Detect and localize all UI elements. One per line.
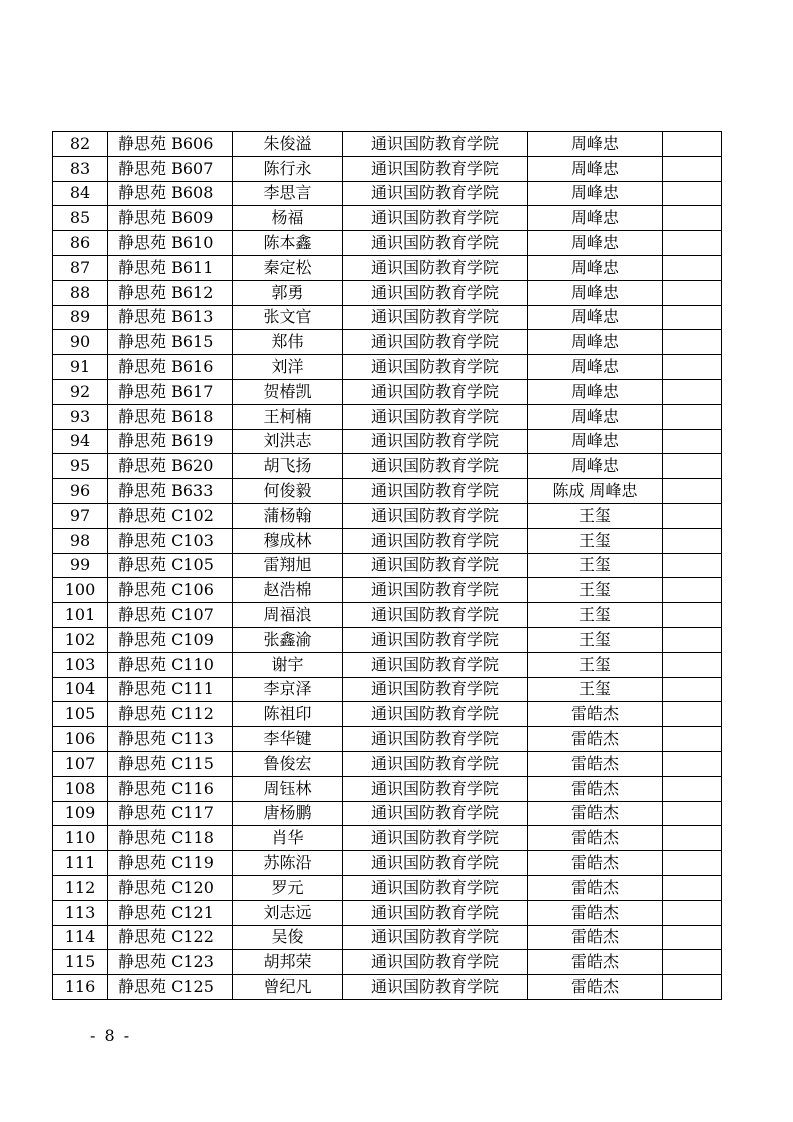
counselor-cell: 王玺 <box>528 528 663 553</box>
row-index-cell: 113 <box>53 900 108 925</box>
table-row <box>53 727 722 752</box>
remark-cell <box>663 578 722 603</box>
college-cell: 通识国防教育学院 <box>343 677 528 702</box>
student-name-cell: 肖华 <box>233 826 343 851</box>
counselor-cell: 雷皓杰 <box>528 727 663 752</box>
college-cell: 通识国防教育学院 <box>343 851 528 876</box>
student-name-cell: 曾纪凡 <box>233 975 343 1000</box>
row-index-cell: 84 <box>53 181 108 206</box>
student-name-cell: 郑伟 <box>233 330 343 355</box>
table-row <box>53 255 722 280</box>
college-cell: 通识国防教育学院 <box>343 231 528 256</box>
table-row <box>53 603 722 628</box>
room-cell: 静思苑 C121 <box>108 900 233 925</box>
room-cell: 静思苑 C111 <box>108 677 233 702</box>
table-row <box>53 479 722 504</box>
student-name-cell: 雷翔旭 <box>233 553 343 578</box>
student-name-cell: 李华键 <box>233 727 343 752</box>
student-name-cell: 陈本鑫 <box>233 231 343 256</box>
room-cell: 静思苑 C122 <box>108 925 233 950</box>
room-cell: 静思苑 B606 <box>108 132 233 157</box>
college-cell: 通识国防教育学院 <box>343 404 528 429</box>
room-cell: 静思苑 C115 <box>108 751 233 776</box>
room-cell: 静思苑 B608 <box>108 181 233 206</box>
student-name-cell: 周钰林 <box>233 776 343 801</box>
row-index-cell: 91 <box>53 355 108 380</box>
remark-cell <box>663 925 722 950</box>
row-index-cell: 111 <box>53 851 108 876</box>
room-cell: 静思苑 C110 <box>108 652 233 677</box>
counselor-cell: 雷皓杰 <box>528 826 663 851</box>
counselor-cell: 雷皓杰 <box>528 950 663 975</box>
student-name-cell: 胡邦荣 <box>233 950 343 975</box>
table-row <box>53 305 722 330</box>
row-index-cell: 93 <box>53 404 108 429</box>
table-row <box>53 702 722 727</box>
row-index-cell: 114 <box>53 925 108 950</box>
college-cell: 通识国防教育学院 <box>343 751 528 776</box>
college-cell: 通识国防教育学院 <box>343 900 528 925</box>
table-row <box>53 231 722 256</box>
counselor-cell: 周峰忠 <box>528 379 663 404</box>
row-index-cell: 112 <box>53 875 108 900</box>
counselor-cell: 雷皓杰 <box>528 751 663 776</box>
college-cell: 通识国防教育学院 <box>343 627 528 652</box>
remark-cell <box>663 206 722 231</box>
student-name-cell: 谢宇 <box>233 652 343 677</box>
remark-cell <box>663 751 722 776</box>
college-cell: 通识国防教育学院 <box>343 528 528 553</box>
counselor-cell: 周峰忠 <box>528 429 663 454</box>
row-index-cell: 82 <box>53 132 108 157</box>
row-index-cell: 116 <box>53 975 108 1000</box>
row-index-cell: 88 <box>53 280 108 305</box>
row-index-cell: 100 <box>53 578 108 603</box>
student-name-cell: 刘洪志 <box>233 429 343 454</box>
room-cell: 静思苑 C120 <box>108 875 233 900</box>
college-cell: 通识国防教育学院 <box>343 702 528 727</box>
student-name-cell: 胡飞扬 <box>233 454 343 479</box>
remark-cell <box>663 975 722 1000</box>
remark-cell <box>663 801 722 826</box>
remark-cell <box>663 429 722 454</box>
table-row <box>53 751 722 776</box>
room-cell: 静思苑 B609 <box>108 206 233 231</box>
student-name-cell: 周福浪 <box>233 603 343 628</box>
counselor-cell: 雷皓杰 <box>528 702 663 727</box>
row-index-cell: 97 <box>53 503 108 528</box>
table-row <box>53 975 722 1000</box>
remark-cell <box>663 677 722 702</box>
student-name-cell: 郭勇 <box>233 280 343 305</box>
student-name-cell: 穆成林 <box>233 528 343 553</box>
table-row <box>53 528 722 553</box>
counselor-cell: 王玺 <box>528 603 663 628</box>
room-cell: 静思苑 B612 <box>108 280 233 305</box>
remark-cell <box>663 627 722 652</box>
remark-cell <box>663 330 722 355</box>
remark-cell <box>663 503 722 528</box>
dormitory-table <box>52 131 722 1000</box>
college-cell: 通识国防教育学院 <box>343 801 528 826</box>
college-cell: 通识国防教育学院 <box>343 379 528 404</box>
student-name-cell: 王柯楠 <box>233 404 343 429</box>
table-row <box>53 801 722 826</box>
row-index-cell: 90 <box>53 330 108 355</box>
table-row <box>53 925 722 950</box>
college-cell: 通识国防教育学院 <box>343 875 528 900</box>
table-row <box>53 826 722 851</box>
counselor-cell: 周峰忠 <box>528 280 663 305</box>
table-row <box>53 355 722 380</box>
student-name-cell: 李思言 <box>233 181 343 206</box>
student-name-cell: 李京泽 <box>233 677 343 702</box>
row-index-cell: 87 <box>53 255 108 280</box>
counselor-cell: 雷皓杰 <box>528 925 663 950</box>
row-index-cell: 92 <box>53 379 108 404</box>
college-cell: 通识国防教育学院 <box>343 776 528 801</box>
counselor-cell: 雷皓杰 <box>528 975 663 1000</box>
table-row <box>53 280 722 305</box>
remark-cell <box>663 702 722 727</box>
row-index-cell: 109 <box>53 801 108 826</box>
table-row <box>53 950 722 975</box>
remark-cell <box>663 355 722 380</box>
remark-cell <box>663 826 722 851</box>
college-cell: 通识国防教育学院 <box>343 280 528 305</box>
room-cell: 静思苑 C118 <box>108 826 233 851</box>
college-cell: 通识国防教育学院 <box>343 578 528 603</box>
row-index-cell: 108 <box>53 776 108 801</box>
student-name-cell: 刘志远 <box>233 900 343 925</box>
student-name-cell: 陈祖印 <box>233 702 343 727</box>
college-cell: 通识国防教育学院 <box>343 132 528 157</box>
remark-cell <box>663 875 722 900</box>
counselor-cell: 陈成 周峰忠 <box>528 479 663 504</box>
row-index-cell: 102 <box>53 627 108 652</box>
room-cell: 静思苑 C112 <box>108 702 233 727</box>
room-cell: 静思苑 C123 <box>108 950 233 975</box>
row-index-cell: 83 <box>53 156 108 181</box>
counselor-cell: 王玺 <box>528 578 663 603</box>
room-cell: 静思苑 B633 <box>108 479 233 504</box>
student-name-cell: 朱俊溢 <box>233 132 343 157</box>
table-row <box>53 627 722 652</box>
counselor-cell: 周峰忠 <box>528 454 663 479</box>
room-cell: 静思苑 B611 <box>108 255 233 280</box>
counselor-cell: 周峰忠 <box>528 156 663 181</box>
row-index-cell: 103 <box>53 652 108 677</box>
row-index-cell: 106 <box>53 727 108 752</box>
college-cell: 通识国防教育学院 <box>343 255 528 280</box>
counselor-cell: 雷皓杰 <box>528 900 663 925</box>
student-name-cell: 秦定松 <box>233 255 343 280</box>
college-cell: 通识国防教育学院 <box>343 355 528 380</box>
room-cell: 静思苑 C103 <box>108 528 233 553</box>
remark-cell <box>663 132 722 157</box>
counselor-cell: 雷皓杰 <box>528 801 663 826</box>
remark-cell <box>663 652 722 677</box>
remark-cell <box>663 528 722 553</box>
college-cell: 通识国防教育学院 <box>343 454 528 479</box>
room-cell: 静思苑 C109 <box>108 627 233 652</box>
college-cell: 通识国防教育学院 <box>343 950 528 975</box>
room-cell: 静思苑 C117 <box>108 801 233 826</box>
remark-cell <box>663 900 722 925</box>
remark-cell <box>663 454 722 479</box>
row-index-cell: 96 <box>53 479 108 504</box>
table-row <box>53 503 722 528</box>
remark-cell <box>663 255 722 280</box>
college-cell: 通识国防教育学院 <box>343 553 528 578</box>
table-row <box>53 330 722 355</box>
student-name-cell: 陈行永 <box>233 156 343 181</box>
remark-cell <box>663 404 722 429</box>
row-index-cell: 89 <box>53 305 108 330</box>
student-name-cell: 罗元 <box>233 875 343 900</box>
table-row <box>53 156 722 181</box>
counselor-cell: 周峰忠 <box>528 305 663 330</box>
room-cell: 静思苑 C107 <box>108 603 233 628</box>
table-row <box>53 652 722 677</box>
room-cell: 静思苑 B607 <box>108 156 233 181</box>
remark-cell <box>663 776 722 801</box>
row-index-cell: 86 <box>53 231 108 256</box>
room-cell: 静思苑 B610 <box>108 231 233 256</box>
remark-cell <box>663 156 722 181</box>
student-name-cell: 张文官 <box>233 305 343 330</box>
counselor-cell: 周峰忠 <box>528 132 663 157</box>
room-cell: 静思苑 B616 <box>108 355 233 380</box>
counselor-cell: 王玺 <box>528 677 663 702</box>
remark-cell <box>663 280 722 305</box>
college-cell: 通识国防教育学院 <box>343 925 528 950</box>
table-row <box>53 454 722 479</box>
remark-cell <box>663 950 722 975</box>
counselor-cell: 周峰忠 <box>528 330 663 355</box>
remark-cell <box>663 479 722 504</box>
counselor-cell: 王玺 <box>528 503 663 528</box>
student-name-cell: 蒲杨翰 <box>233 503 343 528</box>
counselor-cell: 王玺 <box>528 627 663 652</box>
row-index-cell: 107 <box>53 751 108 776</box>
remark-cell <box>663 305 722 330</box>
counselor-cell: 周峰忠 <box>528 231 663 256</box>
row-index-cell: 94 <box>53 429 108 454</box>
college-cell: 通识国防教育学院 <box>343 826 528 851</box>
table-row <box>53 181 722 206</box>
table-body <box>53 132 722 1000</box>
room-cell: 静思苑 B617 <box>108 379 233 404</box>
remark-cell <box>663 231 722 256</box>
row-index-cell: 115 <box>53 950 108 975</box>
table-row <box>53 553 722 578</box>
counselor-cell: 周峰忠 <box>528 206 663 231</box>
row-index-cell: 99 <box>53 553 108 578</box>
student-name-cell: 赵浩棉 <box>233 578 343 603</box>
table-row <box>53 578 722 603</box>
college-cell: 通识国防教育学院 <box>343 330 528 355</box>
college-cell: 通识国防教育学院 <box>343 479 528 504</box>
college-cell: 通识国防教育学院 <box>343 652 528 677</box>
table-row <box>53 132 722 157</box>
college-cell: 通识国防教育学院 <box>343 181 528 206</box>
room-cell: 静思苑 C106 <box>108 578 233 603</box>
counselor-cell: 周峰忠 <box>528 404 663 429</box>
room-cell: 静思苑 C102 <box>108 503 233 528</box>
row-index-cell: 110 <box>53 826 108 851</box>
room-cell: 静思苑 B613 <box>108 305 233 330</box>
counselor-cell: 周峰忠 <box>528 255 663 280</box>
college-cell: 通识国防教育学院 <box>343 975 528 1000</box>
row-index-cell: 101 <box>53 603 108 628</box>
table-row <box>53 875 722 900</box>
table-row <box>53 404 722 429</box>
room-cell: 静思苑 B619 <box>108 429 233 454</box>
room-cell: 静思苑 B620 <box>108 454 233 479</box>
room-cell: 静思苑 C113 <box>108 727 233 752</box>
counselor-cell: 周峰忠 <box>528 181 663 206</box>
college-cell: 通识国防教育学院 <box>343 503 528 528</box>
remark-cell <box>663 603 722 628</box>
table-row <box>53 429 722 454</box>
student-name-cell: 唐杨鹏 <box>233 801 343 826</box>
student-name-cell: 刘洋 <box>233 355 343 380</box>
college-cell: 通识国防教育学院 <box>343 156 528 181</box>
remark-cell <box>663 379 722 404</box>
counselor-cell: 雷皓杰 <box>528 776 663 801</box>
counselor-cell: 雷皓杰 <box>528 875 663 900</box>
row-index-cell: 85 <box>53 206 108 231</box>
college-cell: 通识国防教育学院 <box>343 429 528 454</box>
room-cell: 静思苑 C119 <box>108 851 233 876</box>
remark-cell <box>663 851 722 876</box>
student-name-cell: 吴俊 <box>233 925 343 950</box>
counselor-cell: 王玺 <box>528 553 663 578</box>
table-row <box>53 379 722 404</box>
row-index-cell: 95 <box>53 454 108 479</box>
counselor-cell: 王玺 <box>528 652 663 677</box>
table-row <box>53 677 722 702</box>
college-cell: 通识国防教育学院 <box>343 727 528 752</box>
row-index-cell: 105 <box>53 702 108 727</box>
student-name-cell: 贺椿凯 <box>233 379 343 404</box>
room-cell: 静思苑 B618 <box>108 404 233 429</box>
row-index-cell: 104 <box>53 677 108 702</box>
remark-cell <box>663 181 722 206</box>
counselor-cell: 周峰忠 <box>528 355 663 380</box>
student-name-cell: 苏陈沿 <box>233 851 343 876</box>
remark-cell <box>663 727 722 752</box>
college-cell: 通识国防教育学院 <box>343 305 528 330</box>
room-cell: 静思苑 C125 <box>108 975 233 1000</box>
student-name-cell: 杨福 <box>233 206 343 231</box>
page-number: - 8 - <box>90 1026 132 1045</box>
table-row <box>53 776 722 801</box>
room-cell: 静思苑 B615 <box>108 330 233 355</box>
row-index-cell: 98 <box>53 528 108 553</box>
college-cell: 通识国防教育学院 <box>343 206 528 231</box>
room-cell: 静思苑 C105 <box>108 553 233 578</box>
table-row <box>53 851 722 876</box>
student-name-cell: 何俊毅 <box>233 479 343 504</box>
student-name-cell: 鲁俊宏 <box>233 751 343 776</box>
room-cell: 静思苑 C116 <box>108 776 233 801</box>
counselor-cell: 雷皓杰 <box>528 851 663 876</box>
table-row <box>53 206 722 231</box>
remark-cell <box>663 553 722 578</box>
student-name-cell: 张鑫渝 <box>233 627 343 652</box>
table-row <box>53 900 722 925</box>
college-cell: 通识国防教育学院 <box>343 603 528 628</box>
